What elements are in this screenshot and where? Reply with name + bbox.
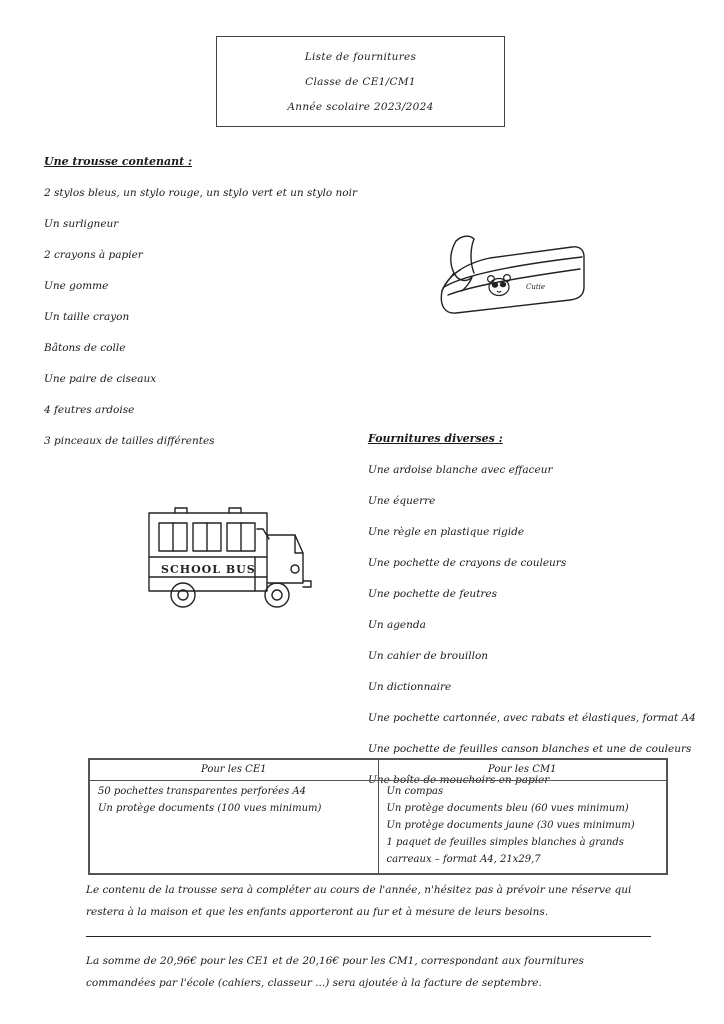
footer-paragraph-2: La somme de 20,96€ pour les CE1 et de 20,16€ pour les CM1, correspondant aux fournitures commandées par l'école (cahiers, classeur ...) sera ajoutée à la facture de septembre. bbox=[86, 955, 584, 989]
school-bus-label: SCHOOL BUS bbox=[161, 563, 256, 576]
list-item: Une pochette de feuilles canson blanches et une de couleurs bbox=[368, 743, 692, 755]
list-item: Un agenda bbox=[368, 619, 426, 631]
header-title-line1: Liste de fournitures bbox=[304, 50, 417, 63]
table-cell-line: 50 pochettes transparentes perforées A4 bbox=[98, 786, 306, 797]
table-cell-ce1 bbox=[90, 781, 379, 874]
list-item: Une pochette de feutres bbox=[368, 588, 498, 600]
table-cell-line: Un protège documents (100 vues minimum) bbox=[98, 803, 322, 814]
list-item: Une ardoise blanche avec effaceur bbox=[368, 464, 553, 476]
supplies-table-container bbox=[88, 758, 668, 875]
table-cell-line: 1 paquet de feuilles simples blanches à grands bbox=[386, 837, 624, 848]
table-cell-line: Un protège documents bleu (60 vues minimum) bbox=[386, 803, 629, 814]
list-item: Un taille crayon bbox=[44, 311, 130, 323]
header-title-line2: Classe de CE1/CM1 bbox=[305, 75, 416, 88]
list-item: 3 pinceaux de tailles différentes bbox=[44, 435, 215, 447]
section-trousse-title-colon: : bbox=[184, 155, 193, 168]
section-diverses-title-text: Fournitures diverses bbox=[368, 432, 495, 445]
document-header-box bbox=[216, 36, 505, 127]
table-cell-line: carreaux – format A4, 21x29,7 bbox=[386, 854, 541, 865]
pencil-case-brand-label: Cutie bbox=[526, 283, 546, 291]
header-title-line3: Année scolaire 2023/2024 bbox=[287, 100, 434, 113]
table-header-ce1: Pour les CE1 bbox=[90, 760, 379, 781]
section-diverses-title bbox=[368, 432, 718, 445]
list-item: 4 feutres ardoise bbox=[44, 404, 135, 416]
section-trousse-title-text: Une trousse contenant bbox=[44, 155, 185, 168]
section-trousse-title bbox=[44, 155, 374, 168]
list-item: Une équerre bbox=[368, 495, 436, 507]
table-cell-line: Un protège documents jaune (30 vues minimum) bbox=[386, 820, 635, 831]
table-header-row bbox=[90, 760, 667, 781]
list-item: 2 stylos bleus, un stylo rouge, un stylo vert et un stylo noir bbox=[44, 187, 358, 199]
list-item: Un dictionnaire bbox=[368, 681, 452, 693]
footer-paragraph-1: Le contenu de la trousse sera à compléter au cours de l'année, n'hésitez pas à prévoir une réserve qui restera à la maison et que les enfants apporteront au fur et à mesure de leurs besoins. bbox=[86, 884, 632, 918]
pencil-case-illustration bbox=[404, 225, 604, 345]
table-cell-line: Un compas bbox=[386, 786, 444, 797]
table-row bbox=[90, 781, 667, 874]
school-bus-illustration bbox=[135, 495, 335, 625]
table-header-cm1: Pour les CM1 bbox=[378, 760, 667, 781]
table-cell-cm1 bbox=[378, 781, 667, 874]
supplies-table bbox=[89, 759, 667, 874]
list-item: Un cahier de brouillon bbox=[368, 650, 489, 662]
section-trousse bbox=[44, 155, 374, 466]
list-item: Bâtons de colle bbox=[44, 342, 126, 354]
list-item: Une pochette cartonnée, avec rabats et élastiques, format A4 bbox=[368, 712, 696, 724]
list-item: Une paire de ciseaux bbox=[44, 373, 157, 385]
list-item: Une boîte de mouchoirs en papier bbox=[368, 774, 550, 786]
list-item: Une pochette de crayons de couleurs bbox=[368, 557, 567, 569]
section-fournitures-diverses bbox=[368, 432, 718, 805]
list-item: Un surligneur bbox=[44, 218, 119, 230]
footer-divider bbox=[86, 936, 651, 937]
section-diverses-title-colon: : bbox=[494, 432, 503, 445]
list-item: Une gomme bbox=[44, 280, 109, 292]
list-item: 2 crayons à papier bbox=[44, 249, 143, 261]
list-item: Une règle en plastique rigide bbox=[368, 526, 525, 538]
